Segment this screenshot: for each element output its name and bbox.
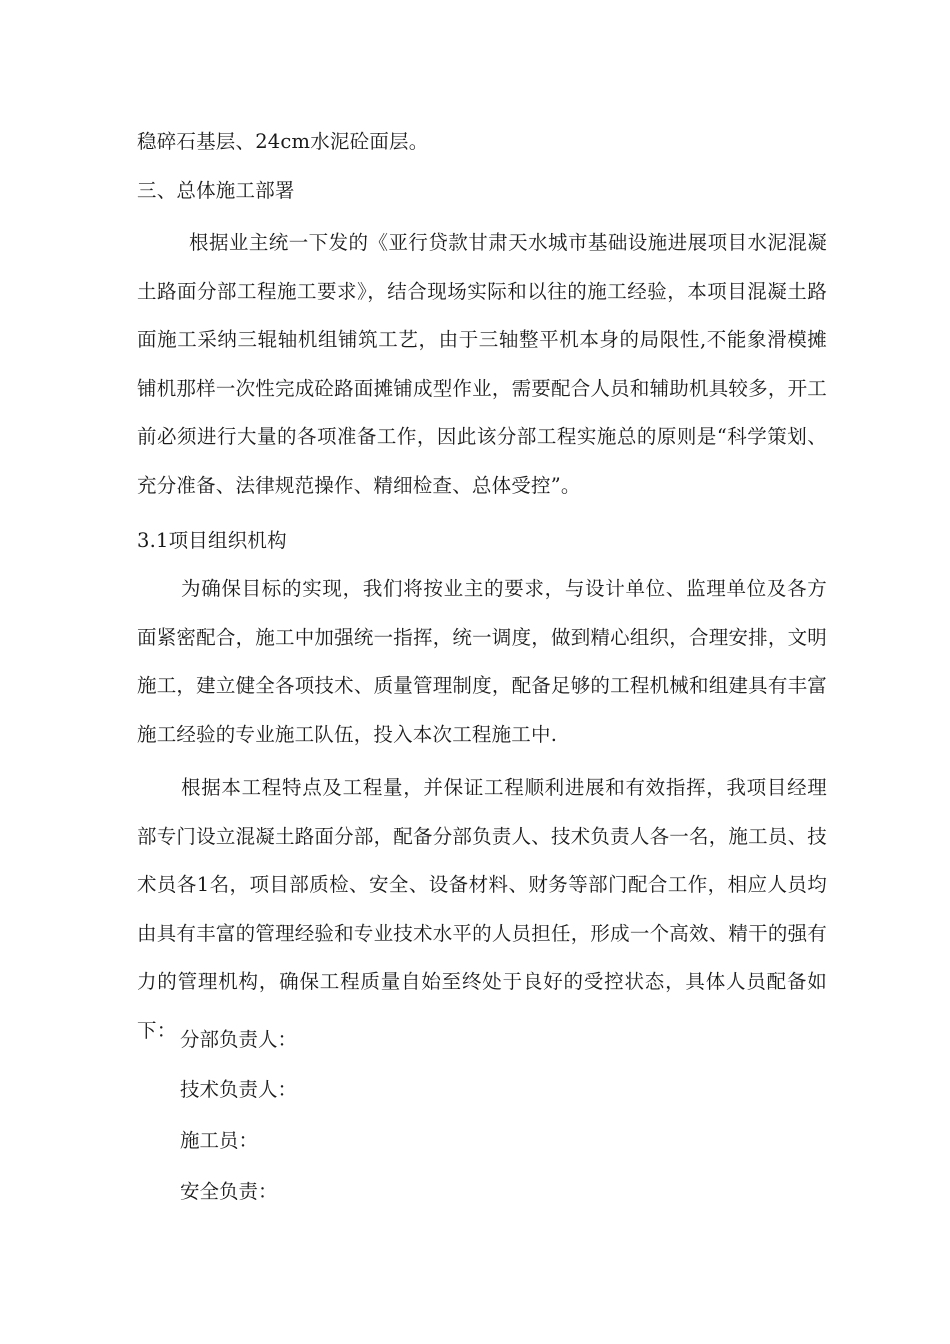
paragraph-deployment-principle: 根据业主统一下发的《亚行贷款甘肃天水城市基础设施进展项目水泥混凝土路面分部工程施工要求》，结合现场实际和以往的施工经验，本项目混凝土路面施工采纳三辊轴机组铺筑工艺，由于三轴整平机本身的局限性,不能象滑模摊铺机那样一次性完成砼路面摊铺成型作业，需要配合人员和辅助机具较多，开工前必须进行大量的各项准备工作，因此该分部工程实施总的原则是“科学策划、充分准备、法律规范操作、精细检查、总体受控”。 — [137, 231, 827, 497]
continuation-line: 稳碎石基层、24cm水泥砼面层。 — [137, 130, 429, 153]
paragraph-organization-goal: 为确保目标的实现，我们将按业主的要求，与设计单位、监理单位及各方面紧密配合，施工中加强统一指挥，统一调度，做到精心组织，合理安排，文明施工，建立健全各项技术、质量管理制度，配备足够的工程机械和组建具有丰富施工经验的专业施工队伍，投入本次工程施工中. — [137, 577, 827, 746]
section-heading: 三、总体施工部署 — [137, 179, 295, 202]
paragraph-staffing: 根据本工程特点及工程量，并保证工程顺利进展和有效指挥，我项目经理部专门设立混凝土路面分部，配备分部负责人、技术负责人各一名，施工员、技术员各1名，项目部质检、安全、设备材料、财务等部门配合工作，相应人员均由具有丰富的管理经验和专业技术水平的人员担任，形成一个高效、精干的强有力的管理机构，确保工程质量自始至终处于良好的受控状态，具体人员配备如下： — [137, 776, 827, 1042]
field-construction-worker: 施工员： — [180, 1129, 259, 1152]
field-safety-head: 安全负责： — [180, 1180, 278, 1203]
field-technical-head: 技术负责人： — [180, 1078, 298, 1101]
field-division-head: 分部负责人： — [180, 1028, 298, 1051]
subsection-heading: 3.1项目组织机构 — [137, 529, 287, 552]
